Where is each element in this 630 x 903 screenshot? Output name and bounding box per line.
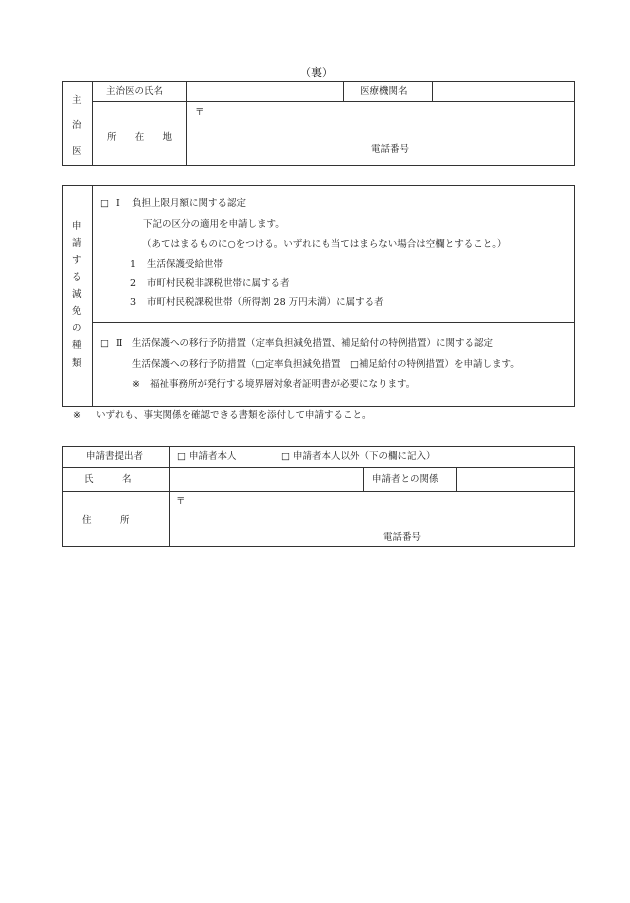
submitter-name-label: 氏 名 <box>84 474 132 485</box>
submitter-phone-label: 電話番号 <box>383 532 422 543</box>
item2-checkbox[interactable]: □ <box>100 338 109 349</box>
location-field[interactable] <box>187 102 574 165</box>
item1-option1-text[interactable]: 生活保護受給世帯 <box>147 259 224 270</box>
item1-option2-num: 2 <box>130 278 137 289</box>
institution-label: 医療機関名 <box>360 86 408 97</box>
item1-option2-text[interactable]: 市町村民税非課税世帯に属する者 <box>147 278 290 289</box>
option-self[interactable]: □ 申請者本人 <box>177 451 237 462</box>
note-text: いずれも、事実関係を確認できる書類を添付して申請すること。 <box>96 410 372 421</box>
item1-line2: （あてはまるものに○をつける。いずれにも当てはまらない場合は空欄とすること。） <box>142 239 507 250</box>
item2-title: 生活保護への移行予防措置（定率負担減免措置、補足給付の特例措置）に関する認定 <box>132 338 494 349</box>
institution-field[interactable] <box>433 82 574 100</box>
option-other[interactable]: □ 申請者本人以外（下の欄に記入） <box>281 451 436 462</box>
postal-mark: 〒 <box>195 107 205 118</box>
reduction-section-label: 申 請 す る 減 免 の 種 類 <box>72 221 82 369</box>
relation-label: 申請者との関係 <box>372 474 439 485</box>
item2-line1: 生活保護への移行予防措置（□定率負担減免措置 □補足給付の特例措置）を申請します。 <box>132 359 520 370</box>
item2-note-mark: ※ <box>132 379 140 390</box>
submitter-postal-mark: 〒 <box>176 496 186 507</box>
page-title: （裏） <box>300 66 333 79</box>
reduction-table <box>62 185 575 407</box>
item1-line1: 下記の区分の適用を申請します。 <box>143 219 285 230</box>
item1-option3-num: 3 <box>130 297 137 308</box>
item1-number: Ⅰ <box>116 198 120 209</box>
item1-title: 負担上限月額に関する認定 <box>132 198 247 209</box>
phone-label: 電話番号 <box>371 144 410 155</box>
item2-number: Ⅱ <box>116 338 123 349</box>
item1-option1-num: 1 <box>130 259 137 270</box>
doctor-section-label: 主 治 医 <box>72 95 82 157</box>
location-label: 所 在 地 <box>107 132 172 143</box>
relation-field[interactable] <box>457 468 574 490</box>
item1-option3-text[interactable]: 市町村民税課税世帯（所得割 28 万円未満）に属する者 <box>147 297 384 308</box>
submitter-label: 申請書提出者 <box>86 451 144 462</box>
note-mark: ※ <box>73 410 81 421</box>
doctor-name-label: 主治医の氏名 <box>106 86 164 97</box>
doctor-name-field[interactable] <box>187 82 342 100</box>
address-label: 住 所 <box>82 515 130 526</box>
submitter-name-field[interactable] <box>170 468 362 490</box>
address-field[interactable] <box>170 492 574 546</box>
item2-line2: 福祉事務所が発行する境界層対象者証明書が必要になります。 <box>150 379 416 390</box>
item1-checkbox[interactable]: □ <box>100 198 109 209</box>
